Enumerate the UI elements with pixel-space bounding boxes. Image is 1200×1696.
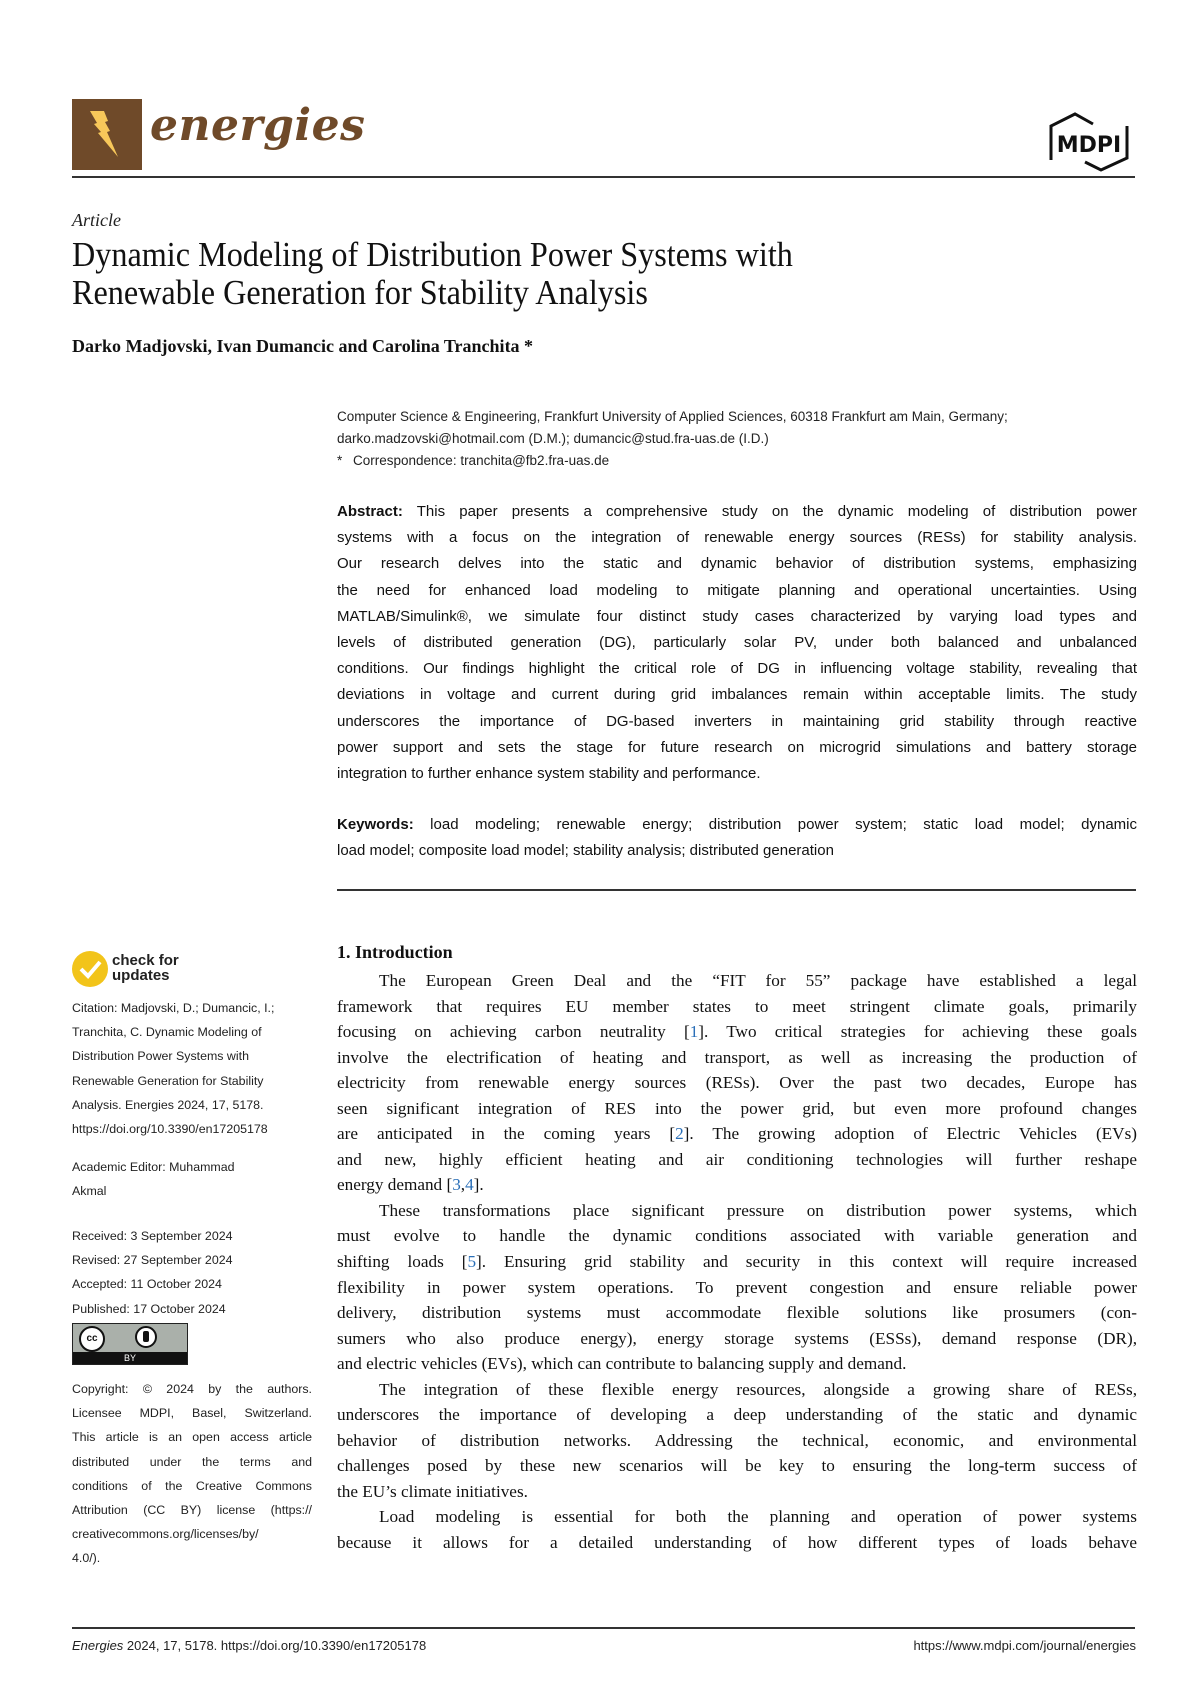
check-for-updates-badge[interactable]: check for updates bbox=[72, 951, 242, 991]
reference-link[interactable]: 1 bbox=[689, 1022, 699, 1042]
citation-doi-link[interactable]: https://doi.org/10.3390/en17205178 bbox=[72, 1122, 268, 1137]
body-line: sumers who also produce energy), energy storage systems (ESSs), demand response (DR), bbox=[337, 1328, 1137, 1348]
citation-block: Citation: Madjovski, D.; Dumancic, I.; Tranchita, C. Dynamic Modeling of Distribution Power Systems with Renewable Generation for Stability Analysis. Energies 2024, 17, 5178. https://doi.org/10.3390/en17205178 bbox=[72, 996, 312, 1141]
footer-journal-url[interactable]: https://www.mdpi.com/journal/energies bbox=[913, 1638, 1136, 1653]
abstract-line: integration to further enhance system stability and performance. bbox=[337, 765, 761, 783]
article-title bbox=[72, 236, 793, 312]
creative-commons-icon: cc bbox=[79, 1326, 105, 1352]
section-heading: 1. Introduction bbox=[337, 942, 453, 962]
footer-rule bbox=[72, 1627, 1135, 1629]
abstract-line: the need for enhanced load modeling to mitigate planning and operational uncertainties. Using bbox=[337, 581, 1137, 599]
body-line: behavior of distribution networks. Addressing the technical, economic, and environmental bbox=[337, 1430, 1137, 1450]
date-revised: Revised: 27 September 2024 bbox=[72, 1253, 233, 1268]
title-line: Renewable Generation for Stability Analysis bbox=[72, 273, 648, 312]
body-line: framework that requires EU member states to meet stringent climate goals, primarily bbox=[337, 996, 1137, 1016]
body-line: and new, highly efficient heating and air conditioning technologies will further reshape bbox=[337, 1149, 1137, 1169]
reference-link[interactable]: 4 bbox=[465, 1175, 474, 1195]
body-line: energy demand [3,4]. bbox=[337, 1175, 484, 1195]
body-line: The integration of these flexible energy resources, alongside a growing share of RESs, bbox=[379, 1379, 1137, 1399]
body-line: and electric vehicles (EVs), which can contribute to balancing supply and demand. bbox=[337, 1354, 907, 1374]
footer-citation: Energies 2024, 17, 5178. https://doi.org/10.3390/en17205178 bbox=[72, 1638, 427, 1653]
body-line: are anticipated in the coming years [2]. The growing adoption of Electric Vehicles (EVs) bbox=[337, 1124, 1137, 1144]
reference-link[interactable]: 3 bbox=[452, 1175, 461, 1195]
date-received: Received: 3 September 2024 bbox=[72, 1229, 233, 1243]
checkmark-icon bbox=[72, 951, 108, 987]
attribution-person-icon bbox=[135, 1326, 157, 1348]
body-line: electricity from renewable energy sources (RESs). Over the past two decades, Europe has bbox=[337, 1073, 1137, 1093]
abstract-line: underscores the importance of DG-based inverters in maintaining grid stability through reactive bbox=[337, 712, 1137, 730]
body-line: because it allows for a detailed understanding of how different types of loads behave bbox=[337, 1533, 1137, 1553]
abstract-line: conditions. Our findings highlight the critical role of DG in influencing voltage stability, revealing that bbox=[337, 660, 1137, 678]
title-line: Dynamic Modeling of Distribution Power Systems with bbox=[72, 235, 793, 274]
introduction-body bbox=[337, 968, 1137, 1556]
keywords-label: Keywords: bbox=[337, 816, 414, 833]
body-line: the EU’s climate initiatives. bbox=[337, 1481, 528, 1501]
date-accepted: Accepted: 11 October 2024 bbox=[72, 1277, 222, 1292]
body-line: challenges posed by these new scenarios will be key to ensuring the long-term success of bbox=[337, 1456, 1137, 1476]
affiliation-line: Computer Science & Engineering, Frankfurt University of Applied Sciences, 60318 Frankfurt am Main, Germany; bbox=[337, 409, 1008, 424]
mdpi-logo[interactable] bbox=[1045, 112, 1135, 172]
publication-dates bbox=[72, 1224, 312, 1321]
abstract-divider bbox=[337, 889, 1136, 891]
body-line: delivery, distribution systems must accommodate flexible solutions like prosumers (con- bbox=[337, 1303, 1137, 1323]
license-link[interactable]: creativecommons.org/licenses/by/ bbox=[72, 1527, 259, 1542]
body-line: must evolve to handle the dynamic conditions associated with variable generation and bbox=[337, 1226, 1137, 1246]
correspondence-marker: * bbox=[337, 453, 343, 468]
body-line: flexibility in power system operations. To prevent congestion and ensure reliable power bbox=[337, 1277, 1137, 1297]
abstract-line: power support and sets the stage for future research on microgrid simulations and battery storage bbox=[337, 738, 1137, 756]
body-line: Load modeling is essential for both the planning and operation of power systems bbox=[379, 1507, 1137, 1527]
footer-doi-link[interactable]: 2024, 17, 5178. https://doi.org/10.3390/en17205178 bbox=[123, 1638, 427, 1653]
abstract-label: Abstract: bbox=[337, 503, 403, 520]
cc-by-license-badge[interactable]: cc BY bbox=[72, 1323, 188, 1365]
keywords-line: load model; composite load model; stability analysis; distributed generation bbox=[337, 842, 834, 859]
abstract-line: MATLAB/Simulink®, we simulate four distinct study cases characterized by varying load types and bbox=[337, 607, 1137, 625]
journal-name[interactable]: energies bbox=[150, 100, 366, 151]
abstract-line: Our research delves into the static and dynamic behavior of distribution systems, emphasizing bbox=[337, 555, 1137, 573]
body-line: shifting loads [5]. Ensuring grid stability and security in this context will require increased bbox=[337, 1252, 1137, 1272]
academic-editor: Academic Editor: Muhammad Akmal bbox=[72, 1160, 235, 1199]
keywords-line: Keywords: load modeling; renewable energy; distribution power system; static load model; dynamic bbox=[337, 816, 1137, 833]
date-published: Published: 17 October 2024 bbox=[72, 1301, 226, 1316]
body-line: The European Green Deal and the “FIT for 55” package have established a legal bbox=[379, 971, 1137, 990]
correspondence-email[interactable]: Correspondence: tranchita@fb2.fra-uas.de bbox=[353, 453, 610, 468]
reference-link[interactable]: 2 bbox=[675, 1124, 684, 1144]
body-line: seen significant integration of RES into the power grid, but even more profound changes bbox=[337, 1098, 1137, 1118]
body-line: focusing on achieving carbon neutrality [1]. Two critical strategies for achieving these goals bbox=[337, 1022, 1137, 1042]
body-line: underscores the importance of developing a deep understanding of the static and dynamic bbox=[337, 1405, 1137, 1425]
svg-text:MDPI: MDPI bbox=[1056, 133, 1122, 158]
affiliation bbox=[337, 406, 1008, 472]
journal-logo[interactable] bbox=[72, 99, 142, 170]
article-type: Article bbox=[72, 210, 121, 230]
abstract bbox=[337, 499, 1137, 787]
correspondence bbox=[337, 450, 1008, 472]
header-rule bbox=[72, 176, 1135, 178]
keywords bbox=[337, 812, 1137, 864]
affiliation-emails[interactable]: darko.madzovski@hotmail.com (D.M.); dumancic@stud.fra-uas.de (I.D.) bbox=[337, 431, 769, 446]
abstract-line: deviations in voltage and current during grid imbalances remain within acceptable limits. The study bbox=[337, 686, 1137, 704]
abstract-line: Abstract: This paper presents a comprehensive study on the dynamic modeling of distribution power bbox=[337, 503, 1137, 520]
lightning-bolt-icon bbox=[88, 109, 126, 161]
reference-link[interactable]: 5 bbox=[467, 1252, 477, 1272]
abstract-line: levels of distributed generation (DG), particularly solar PV, under both balanced and unbalanced bbox=[337, 634, 1137, 652]
copyright-notice: Copyright: © 2024 by the authors. Licensee MDPI, Basel, Switzerland. This article is an open access article distributed under the terms and conditions of the Creative Commons Attribution (CC BY) license (https:// creativecommons.org/licenses/by/ 4.0/). bbox=[72, 1382, 312, 1566]
abstract-line: systems with a focus on the integration of renewable energy sources (RESs) for stability analysis. bbox=[337, 529, 1137, 547]
author-list: Darko Madjovski, Ivan Dumancic and Carolina Tranchita * bbox=[72, 336, 534, 356]
body-line: These transformations place significant pressure on distribution power systems, which bbox=[379, 1200, 1137, 1220]
body-line: involve the electrification of heating and transport, as well as increasing the production of bbox=[337, 1047, 1137, 1067]
